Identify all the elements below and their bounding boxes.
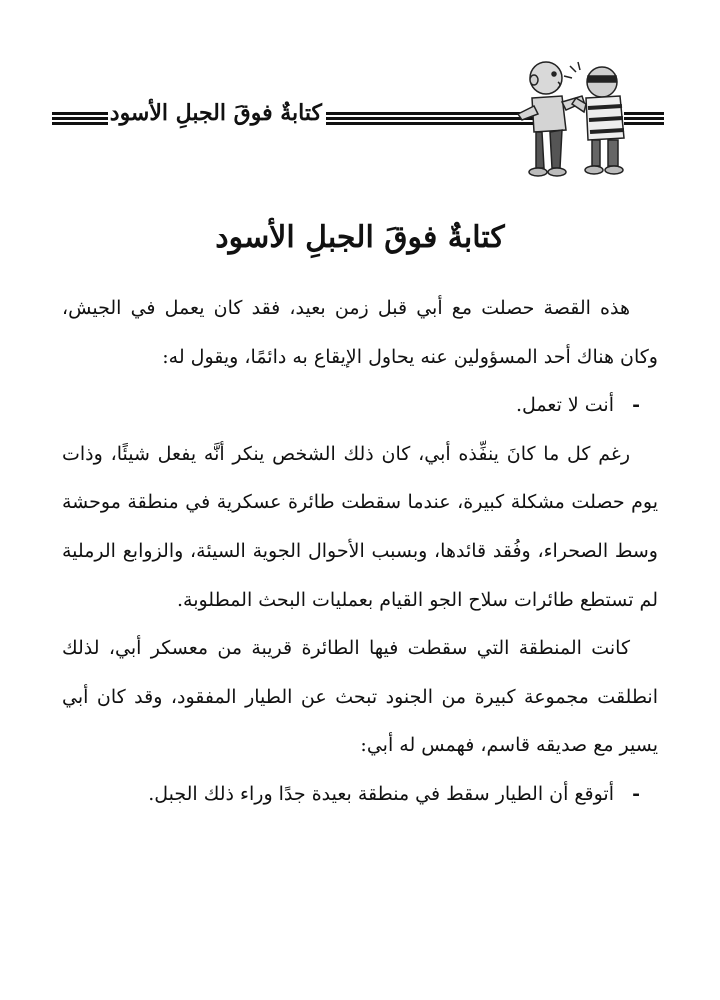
paragraph-3: كانت المنطقة التي سقطت فيها الطائرة قريبة من معسكر أبي، لذلك انطلقت مجموعة كبيرة من الجنود تبحث عن الطيار المفقود، وقد كان أبي يسير مع صديقه قاسم، فهمس له أبي: [62, 637, 658, 757]
paragraph-2: رغم كل ما كانَ ينفِّذه أبي، كان ذلك الشخص ينكر أنَّه يفعل شيئًا، وذات يوم حصلت مشكلة كبيرة، عندما سقطت طائرة عسكرية في منطقة موحشة وسط الصحراء، وفُقد قائدها، وبسبب الأحوال الجوية السيئة، والزوابع الرملية لم تستطع طائرات سلاح الجو القيام بعمليات البحث المطلوبة. [62, 442, 658, 611]
dialogue-line-2 [62, 770, 658, 819]
dialogue-text: أتوقع أن الطيار سقط في منطقة بعيدة جدًا وراء ذلك الجبل. [148, 782, 614, 805]
story-title: كتابةٌ فوقَ الجبلِ الأسود [215, 220, 505, 255]
story-body [62, 284, 658, 819]
dialogue-text: أنت لا تعمل. [515, 394, 614, 417]
dialogue-dash: - [632, 782, 640, 805]
dialogue-dash: - [632, 394, 640, 417]
page-header [52, 52, 664, 182]
header-rule-left [52, 112, 108, 125]
paragraph-1: هذه القصة حصلت مع أبي قبل زمن بعيد، فقد كان يعمل في الجيش، وكان هناك أحد المسؤولين عنه يحاول الإيقاع به دائمًا، ويقول له: [62, 297, 658, 368]
cartoon-two-characters-icon [510, 52, 630, 182]
dialogue-line-1 [62, 381, 658, 430]
header-title: كتابةٌ فوقَ الجبلِ الأسود [109, 100, 322, 126]
header-rule-right [624, 112, 664, 125]
